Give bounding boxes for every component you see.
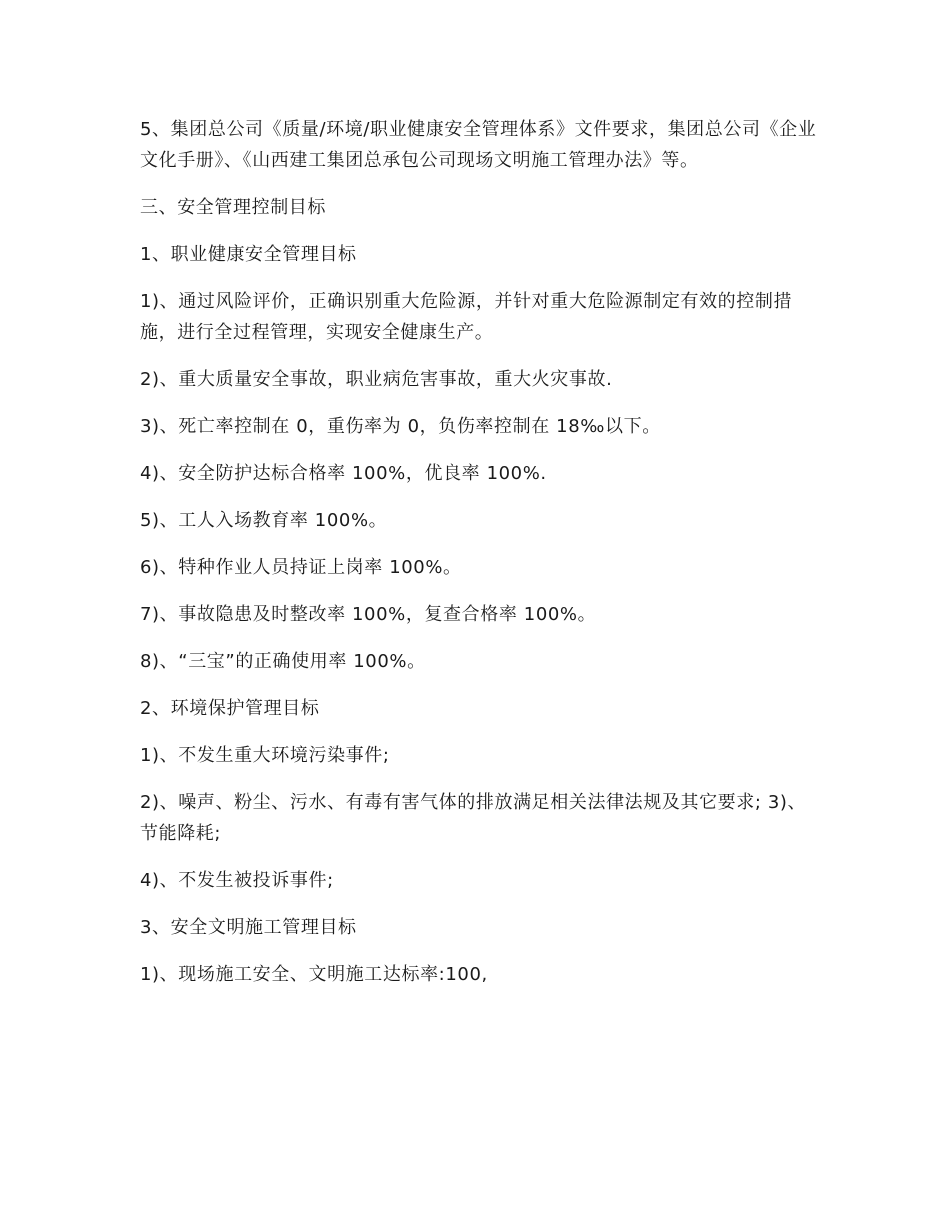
list-item: 2)、噪声、粉尘、污水、有毒有害气体的排放满足相关法律法规及其它要求; 3)、节能降耗;: [140, 792, 807, 844]
document-body: [140, 114, 820, 1006]
subheading-civilized-construction: 3、安全文明施工管理目标: [140, 917, 357, 938]
paragraph-reference-documents: 5、集团总公司《质量/环境/职业健康安全管理体系》文件要求，集团总公司《企业文化手册》、《山西建工集团总承包公司现场文明施工管理办法》等。: [140, 119, 817, 171]
list-item: 4)、不发生被投诉事件;: [140, 870, 334, 891]
list-item: 2)、重大质量安全事故，职业病危害事故，重大火灾事故.: [140, 369, 613, 390]
subheading-occupational-health: 1、职业健康安全管理目标: [140, 244, 357, 265]
list-item: 1)、通过风险评价，正确识别重大危险源，并针对重大危险源制定有效的控制措施，进行全过程管理，实现安全健康生产。: [140, 291, 793, 343]
list-item: 5)、工人入场教育率 100%。: [140, 510, 388, 531]
subheading-environmental: 2、环境保护管理目标: [140, 698, 320, 719]
list-item: 3)、死亡率控制在 0，重伤率为 0，负伤率控制在 18‰以下。: [140, 416, 661, 437]
list-item: 1)、不发生重大环境污染事件;: [140, 745, 390, 766]
list-item: 1)、现场施工安全、文明施工达标率:100,: [140, 964, 488, 985]
list-item: 4)、安全防护达标合格率 100%，优良率 100%.: [140, 463, 547, 484]
list-item: 6)、特种作业人员持证上岗率 100%。: [140, 557, 462, 578]
list-item: 8)、“三宝”的正确使用率 100%。: [140, 651, 426, 672]
section-heading-safety-goals: 三、安全管理控制目标: [140, 197, 326, 218]
list-item: 7)、事故隐患及时整改率 100%，复查合格率 100%。: [140, 604, 597, 625]
